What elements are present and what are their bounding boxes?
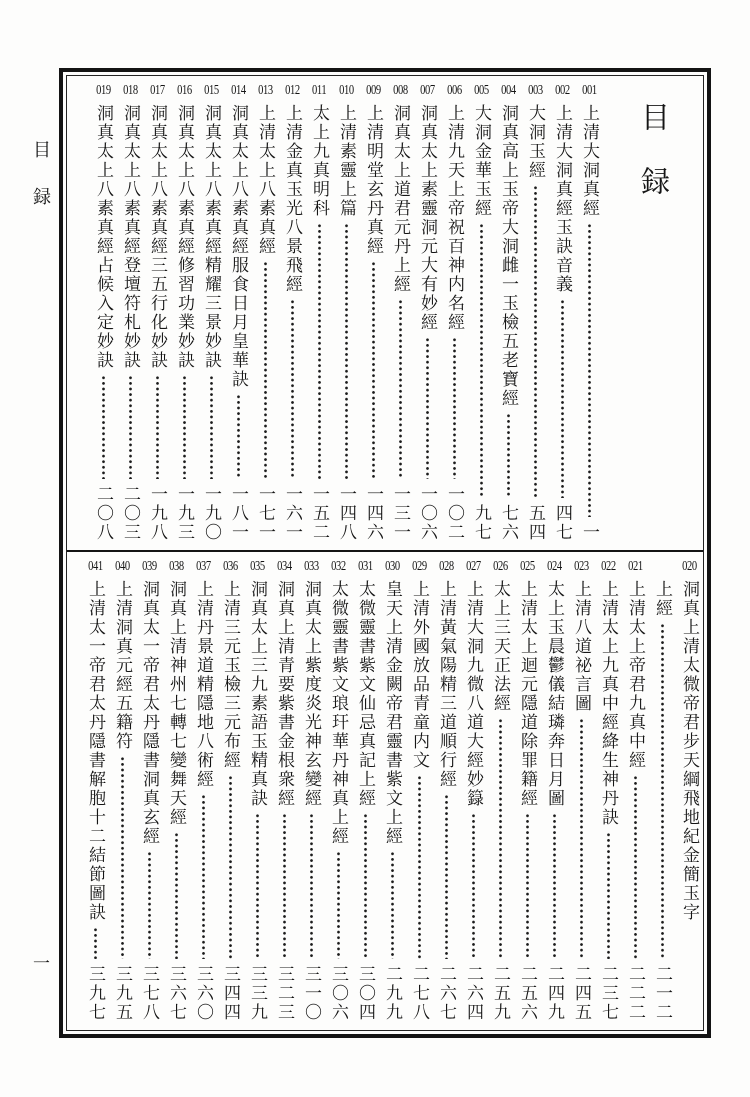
entry-title: 上清九天上帝祝百神内名經 [445,104,464,332]
entry-title: 上清金真玉光八景飛經 [283,104,302,294]
entry-number: 023 [574,557,589,573]
entry-page-number: 一五二 [310,485,329,542]
toc-entry-column [271,552,298,1030]
entry-title: 上清大洞真經 [580,104,599,218]
dotted-leader [426,337,429,479]
entry-title: 上清三元玉檢三元布經 [221,580,240,770]
entry-title: 上清素靈上篇 [337,104,356,218]
entry-title: 太上九真明科 [310,104,329,218]
entry-number: 001 [582,81,597,97]
entry-page-number: 二九九 [383,965,402,1022]
margin-section-label: 目録 [31,140,51,234]
entry-page-number: 三九七 [86,965,105,1022]
entry-title: 太上玉晨鬱儀結璘奔日月圖 [545,580,564,808]
dotted-leader [472,813,475,959]
toc-entry-column [82,552,109,1030]
dotted-leader [256,813,259,959]
dotted-leader [507,413,510,498]
toc-entry-column [576,76,603,550]
entry-number: 009 [366,81,381,97]
entry-title: 洞真太上八素真經占候入定妙訣 [94,104,113,370]
entry-page-number: 三七八 [140,965,159,1022]
entry-number: 035 [250,557,265,573]
dotted-leader [399,299,402,479]
entry-title: 皇天上清金闕帝君靈書紫文上經 [383,580,402,846]
toc-entry-column [190,552,217,1030]
entry-page-number: 一〇二 [445,485,464,542]
entry-number: 011 [312,81,327,97]
entry-page-number: 一四六 [364,485,383,542]
entry-page-number: 五四 [526,504,545,542]
entry-title: 洞真高上玉帝大洞雌一玉檢五老寶經 [499,104,518,408]
entry-title: 上清八道祕言圖 [572,580,591,713]
entry-number: 026 [493,557,508,573]
entry-number: 037 [196,557,211,573]
entry-number: 024 [547,557,562,573]
entry-title: 上清大洞真經玉訣音義 [553,104,572,294]
toc-entry-column [333,76,360,550]
content-frame [59,68,711,1038]
entry-page-number: 三三九 [248,965,267,1022]
dotted-leader [418,775,421,959]
entry-number: 018 [123,81,138,97]
entry-title: 上清太上帝君九真中經 [626,580,645,770]
dotted-leader [210,375,213,479]
entry-number: 036 [223,557,238,573]
toc-entry-column [109,552,136,1030]
toc-entry-column [595,552,622,1030]
entry-page-number: 二七八 [410,965,429,1022]
entry-title: 上清黃氣陽精三道順行經 [437,580,456,789]
dotted-leader [264,261,267,479]
dotted-leader [391,851,394,959]
entry-title: 洞真太上紫度炎光神玄變經 [302,580,321,808]
toc-entry-column [541,552,568,1030]
entry-number: 025 [520,557,535,573]
entry-title: 洞真太上八素真經精耀三景妙訣 [202,104,221,370]
toc-entry-column [163,552,190,1030]
toc-section-bottom [67,550,703,1030]
dotted-leader [291,299,294,479]
entry-page-number: 二四五 [572,965,591,1022]
dotted-leader [364,813,367,959]
entry-title: 上清洞真元經五籍符 [113,580,132,751]
entry-number: 029 [412,557,427,573]
dotted-leader [480,223,483,498]
entry-title: 太微靈書紫文琅玕華丹神真上經 [329,580,348,846]
entry-page-number: 三〇六 [329,965,348,1022]
entry-page-number: 四七 [553,504,572,542]
entry-number: 012 [285,81,300,97]
entry-page-number: 二六七 [437,965,456,1022]
toc-entry-column [279,76,306,550]
entry-title: 洞真上清青要紫書金根衆經 [275,580,294,808]
toc-entry-column [414,76,441,550]
entry-page-number: 三六〇 [194,965,213,1022]
entry-number: 034 [277,557,292,573]
entry-page-number: 九七 [472,504,491,542]
toc-entry-column [522,76,549,550]
dotted-leader [453,337,456,479]
dotted-leader [148,851,151,959]
entry-number: 031 [358,557,373,573]
toc-entry-column [244,552,271,1030]
toc-entry-column [549,76,576,550]
entry-number: 016 [177,81,192,97]
entry-number: 003 [528,81,543,97]
entry-title: 洞真太上八素真經修習功業妙訣 [175,104,194,370]
dotted-leader [372,261,375,479]
toc-entry-column [136,552,163,1030]
toc-entry-column [622,552,649,1030]
entry-title: 洞真太上素靈洞元大有妙經 [418,104,437,332]
entry-number: 017 [150,81,165,97]
toc-entry-column [144,76,171,550]
toc-entry-column [171,76,198,550]
entry-number: 021 [628,557,643,573]
dotted-leader [445,794,448,959]
entry-number: 027 [466,557,481,573]
toc-header-column [603,76,703,550]
entry-title: 洞真太上八素真經登壇符札妙訣 [121,104,140,370]
entry-number: 002 [555,81,570,97]
toc-entry-column [468,76,495,550]
entry-page-number: 二〇八 [94,485,113,542]
entry-page-number: 二五九 [491,965,510,1022]
entry-number: 022 [601,557,616,573]
toc-entry-column [487,552,514,1030]
toc-entry-column [198,76,225,550]
entry-title: 洞真上清太微帝君步天綱飛地紀金簡玉字 [680,580,699,922]
toc-entry-column [676,552,703,1030]
entry-title: 洞真太上八素真經服食日月皇華訣 [229,104,248,389]
entry-page-number: 二五六 [518,965,537,1022]
dotted-leader [499,718,502,959]
entry-number: 028 [439,557,454,573]
toc-entry-column [387,76,414,550]
dotted-leader [237,394,240,479]
dotted-leader [121,756,124,959]
dotted-leader [580,718,583,959]
dotted-leader [607,832,610,959]
entry-page-number: 二四九 [545,965,564,1022]
entry-title: 太上三天正法經 [491,580,510,713]
toc-entry-column [360,76,387,550]
toc-section-top [67,76,703,550]
entry-title: 上清大洞九微八道大經妙籙 [464,580,483,808]
dotted-leader [310,813,313,959]
entry-page-number: 二二二 [626,965,645,1022]
toc-entry-column [433,552,460,1030]
entry-page-number: 二一二 [653,965,672,1022]
toc-entry-column [495,76,522,550]
entry-number: 039 [142,557,157,573]
entry-number: 007 [420,81,435,97]
dotted-leader [661,623,664,959]
entry-number: 008 [393,81,408,97]
dotted-leader [94,927,97,959]
entry-number: 040 [115,557,130,573]
entry-number: 032 [331,557,346,573]
entry-page-number: 三四四 [221,965,240,1022]
entry-page-number: 一九八 [148,485,167,542]
entry-title: 上清太上八素真經 [256,104,275,256]
margin-page-number: 一 [33,954,50,973]
entry-number: 010 [339,81,354,97]
toc-entry-column [649,552,676,1030]
entry-title: 上清丹景道精隱地八術經 [194,580,213,789]
entry-title: 太微靈書紫文仙忌真記上經 [356,580,375,808]
toc-entry-column [217,552,244,1030]
entry-page-number: 一 [580,523,599,542]
entry-title: 洞真太上道君元丹上經 [391,104,410,294]
entry-page-number: 一四八 [337,485,356,542]
dotted-leader [337,851,340,959]
entry-title: 大洞金華玉經 [472,104,491,218]
toc-entry-column [117,76,144,550]
entry-number: 020 [682,557,697,573]
dotted-leader [553,813,556,959]
entry-page-number: 一六一 [283,485,302,542]
entry-page-number: 三九五 [113,965,132,1022]
entry-page-number: 二六四 [464,965,483,1022]
entry-number: 015 [204,81,219,97]
entry-title: 上經 [653,580,672,618]
entry-page-number: 二〇三 [121,485,140,542]
content-frame-inner-rule [66,75,704,1031]
entry-title: 洞真上清神州七轉七變舞天經 [167,580,186,827]
entry-page-number: 三二三 [275,965,294,1022]
dotted-leader [156,375,159,479]
entry-page-number: 七六 [499,504,518,542]
dotted-leader [534,185,537,498]
dotted-leader [202,794,205,959]
toc-entry-column [460,552,487,1030]
dotted-leader [129,375,132,479]
entry-number: 033 [304,557,319,573]
entry-title: 上清太上九真中經絳生神丹訣 [599,580,618,827]
entry-number: 030 [385,557,400,573]
entry-title: 洞真太一帝君太丹隱書洞真玄經 [140,580,159,846]
toc-entry-column [406,552,433,1030]
dotted-leader [229,775,232,959]
entry-page-number: 一七一 [256,485,275,542]
dotted-leader [183,375,186,479]
toc-entry-column [352,552,379,1030]
entry-page-number: 三〇四 [356,965,375,1022]
dotted-leader [526,813,529,959]
toc-entry-column [568,552,595,1030]
toc-entry-column [252,76,279,550]
toc-entry-column [306,76,333,550]
toc-entry-column [90,76,117,550]
toc-entry-column [441,76,468,550]
dotted-leader [345,223,348,479]
entry-title: 上清太上迴元隱道除罪籍經 [518,580,537,808]
entry-page-number: 三六七 [167,965,186,1022]
entry-title: 上清明堂玄丹真經 [364,104,383,256]
entry-number: 019 [96,81,111,97]
toc-entry-column [298,552,325,1030]
toc-entry-column [325,552,352,1030]
entry-title: 洞真太上三九素語玉精真訣 [248,580,267,808]
dotted-leader [283,813,286,959]
entry-title: 上清外國放品青童内文 [410,580,429,770]
entry-page-number: 一三一 [391,485,410,542]
toc-entry-column [514,552,541,1030]
entry-number: 005 [474,81,489,97]
dotted-leader [588,223,591,517]
entry-number: 006 [447,81,462,97]
entry-page-number: 一九三 [175,485,194,542]
entry-page-number: 一九〇 [202,485,221,542]
entry-number: 014 [231,81,246,97]
entry-page-number: 一〇六 [418,485,437,542]
entry-title: 洞真太上八素真經三五行化妙訣 [148,104,167,370]
dotted-leader [634,775,637,959]
dotted-leader [175,832,178,959]
toc-entry-column [225,76,252,550]
entry-number: 013 [258,81,273,97]
dotted-leader [102,375,105,479]
entry-title: 上清太一帝君太丹隱書解胞十二結節圖訣 [86,580,105,922]
entry-title: 大洞玉經 [526,104,545,180]
entry-page-number: 二三七 [599,965,618,1022]
entry-number: 041 [88,557,103,573]
dotted-leader [318,223,321,479]
entry-page-number: 三一〇 [302,965,321,1022]
toc-entry-column [379,552,406,1030]
page-title: 目録 [637,102,669,230]
entry-number: 038 [169,557,184,573]
dotted-leader [561,299,564,498]
entry-page-number: 一八一 [229,485,248,542]
entry-number: 004 [501,81,516,97]
